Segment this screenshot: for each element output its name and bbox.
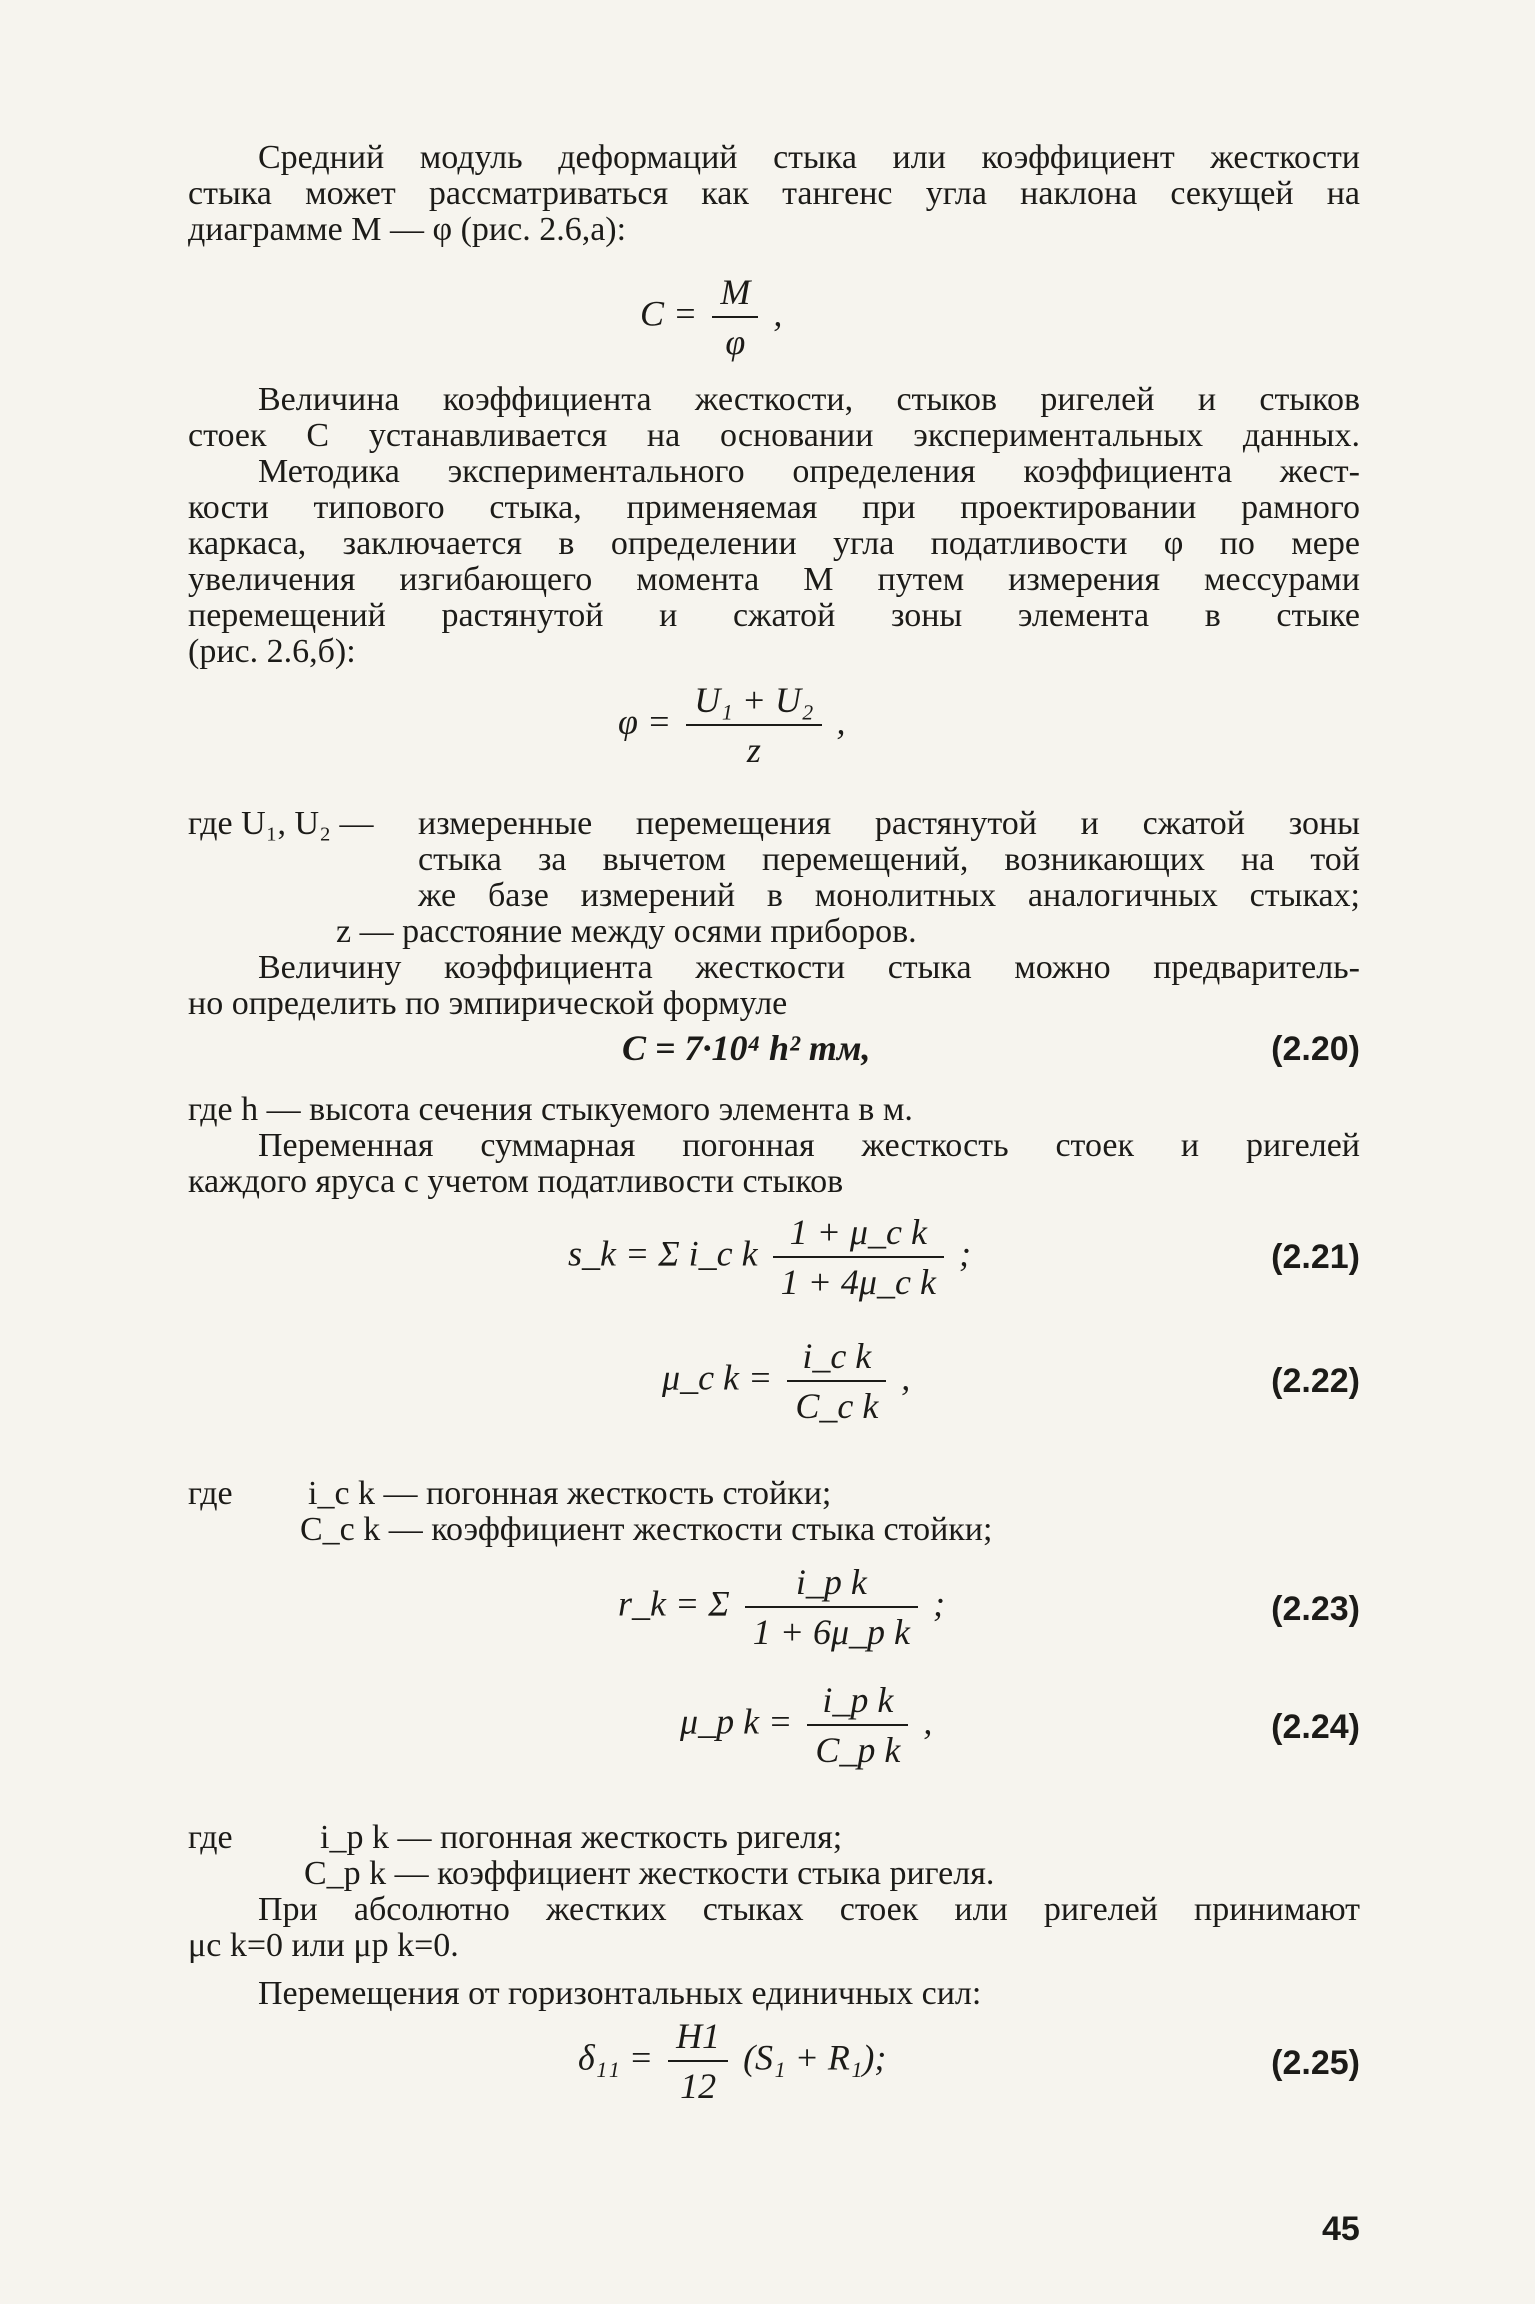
text-line: z — расстояние между осями приборов. xyxy=(336,913,917,950)
equation-number: (2.24) xyxy=(1271,1708,1360,1746)
where-lead: где xyxy=(188,1819,233,1856)
text-line: Величину коэффициента жесткости стыка можно предваритель- xyxy=(258,949,1360,986)
formula-2-22: μ_c k = $\frac{\text{i\_c k}}{\text{C\_c k}}$ , xyxy=(662,1336,911,1426)
formula-2-25: δ₁₁ = $\frac{H1}{12}$ (S₁ + R₁); xyxy=(578,2016,887,2106)
text-line: же базе измерений в монолитных аналогичных стыках; xyxy=(418,877,1360,914)
text-line: но определить по эмпирической формуле xyxy=(188,985,788,1022)
where-lead: где xyxy=(188,1475,233,1512)
text-line: μc k=0 или μp k=0. xyxy=(188,1927,459,1964)
text-line: измеренные перемещения растянутой и сжатой зоны xyxy=(418,805,1360,842)
equation-number: (2.20) xyxy=(1271,1030,1360,1068)
text-line: Величина коэффициента жесткости, стыков ригелей и стыков xyxy=(258,381,1360,418)
formula-2-21: s_k = Σ i_c k $\frac{\text{1 + μ\_c k}}{\text{1 + 4μ\_c k}}$ ; xyxy=(568,1212,971,1302)
formula-c: C = $\frac{M}{\varphi}$ , xyxy=(640,272,783,362)
text-line: C_p k — коэффициент жесткости стыка ригеля. xyxy=(304,1855,995,1892)
text-line: C_c k — коэффициент жесткости стыка стойки; xyxy=(300,1511,993,1548)
text-line: где h — высота сечения стыкуемого элемента в м. xyxy=(188,1091,913,1128)
text-line: перемещений растянутой и сжатой зоны элемента в стыке xyxy=(188,597,1360,634)
text-line: каждого яруса с учетом податливости стыков xyxy=(188,1163,844,1200)
text-line: Средний модуль деформаций стыка или коэффициент жесткости xyxy=(258,139,1360,176)
text-line: (рис. 2.6,б): xyxy=(188,633,356,670)
text-line: Перемещения от горизонтальных единичных сил: xyxy=(258,1975,982,2012)
text-line: диаграмме M — φ (рис. 2.6,а): xyxy=(188,211,627,248)
text-line: кости типового стыка, применяемая при проектировании рамного xyxy=(188,489,1360,526)
page-number: 45 xyxy=(1322,2210,1360,2248)
text-line: i_c k — погонная жесткость стойки; xyxy=(308,1475,832,1512)
equation-number: (2.25) xyxy=(1271,2044,1360,2082)
text-line: Переменная суммарная погонная жесткость стоек и ригелей xyxy=(258,1127,1360,1164)
text-line: стыка за вычетом перемещений, возникающих на той xyxy=(418,841,1360,878)
text-line: Методика экспериментального определения коэффициента жест- xyxy=(258,453,1360,490)
text-line: стоек C устанавливается на основании экспериментальных данных. xyxy=(188,417,1360,454)
text-line: стыка может рассматриваться как тангенс угла наклона секущей на xyxy=(188,175,1360,212)
text-line: i_p k — погонная жесткость ригеля; xyxy=(320,1819,843,1856)
where-lead: где U₁, U₂ — xyxy=(188,805,374,842)
text-line: При абсолютно жестких стыках стоек или ригелей принимают xyxy=(258,1891,1360,1928)
formula-2-24: μ_p k = $\frac{\text{i\_p k}}{\text{C\_p k}}$ , xyxy=(680,1680,933,1770)
formula-2-23: r_k = Σ $\frac{\text{i\_p k}}{\text{1 + 6μ\_p k}}$ ; xyxy=(618,1562,946,1652)
text-line: каркаса, заключается в определении угла податливости φ по мере xyxy=(188,525,1360,562)
formula-phi: φ = $\frac{\text{U₁ + U₂}}{z}$ , xyxy=(618,680,846,770)
text-line: увеличения изгибающего момента M путем измерения мессурами xyxy=(188,561,1360,598)
equation-number: (2.21) xyxy=(1271,1238,1360,1276)
equation-number: (2.23) xyxy=(1271,1590,1360,1628)
formula-2-20: C = 7·10⁴ h² тм, xyxy=(622,1028,871,1068)
equation-number: (2.22) xyxy=(1271,1362,1360,1400)
